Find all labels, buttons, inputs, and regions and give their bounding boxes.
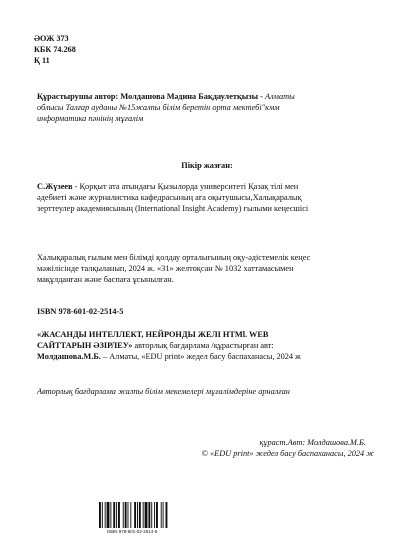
barcode-bar (130, 502, 131, 528)
book-type: авторлық бағдарлама /құрастырған авт: (132, 341, 274, 350)
barcode-bar (105, 502, 106, 528)
barcode-bar (151, 502, 152, 528)
barcode-bar (156, 502, 158, 528)
bibliographic-block (37, 329, 383, 362)
isbn-barcode (97, 502, 195, 536)
barcode-bar (163, 502, 164, 528)
barcode-bar (137, 502, 138, 528)
lbc-code: КБК 74.268 (34, 45, 76, 54)
barcode-bar (110, 502, 111, 528)
isbn: ISBN 978-601-02-2514-5 (37, 307, 124, 316)
reviewer-affiliation-start: - Қорқыт ата атындағы Қызылорда университеті Қазақ тілі мен (72, 182, 299, 191)
book-code: Қ 11 (34, 56, 50, 65)
barcode-caption: ISBN 978-601-02-2514-5 (107, 529, 158, 534)
approval-line3: мақұлданған және баспаға ұсынылған. (37, 275, 174, 284)
barcode-bar (166, 502, 168, 528)
barcode-bar (139, 502, 141, 528)
reviewer-name: С.Жүзеев (37, 182, 73, 191)
udc-code: ӘОЖ 373 (34, 34, 69, 43)
barcode-bar (143, 502, 144, 528)
audience-note: Авторлық бағдарлама жалпы білім мекемелері мұғалімдеріне арналған (37, 387, 290, 396)
book-publisher: – Алматы, «EDU print» жедел басу баспаханасы, 2024 ж (100, 352, 301, 361)
barcode-bar (145, 502, 148, 528)
book-title-line2: САЙТТАРЫН ӘЗІРЛЕУ» (37, 341, 133, 350)
compiler-description-line3: информатика пәнінің мұғалім (37, 114, 144, 123)
barcode-bar (148, 502, 150, 528)
barcode-bars (97, 502, 195, 528)
reviewer-affiliation-line3: зерттеулер академиясының (International Insight Academy) ғылыми кеңесшісі (37, 204, 309, 213)
reviewer-heading: Пікір жазған: (181, 161, 233, 170)
compiler-label: Құрастырушы автор: (37, 92, 119, 101)
barcode-bar (102, 502, 103, 528)
copyright-publisher: © «EDU print» жедел басу баспаханасы, 2024 ж (201, 449, 374, 458)
barcode-bar (113, 502, 115, 528)
barcode-bar (128, 502, 129, 528)
copyright-author: құраст.Авт: Молдашова.М.Б. (259, 438, 366, 447)
approval-block (37, 252, 383, 285)
book-title-line1: «ЖАСАНДЫ ИНТЕЛЛЕКТ, НЕЙРОНДЫ ЖЕЛІ HTMl. WEB (37, 330, 269, 339)
barcode-bar (154, 502, 155, 528)
barcode-bar (99, 502, 101, 528)
reviewer-block (37, 181, 383, 214)
compiler-description-line2: облысы Талғар ауданы №15жалпы білім беретін орта мектебі"кмм (37, 103, 280, 112)
approval-line1: Халықаралық ғылым мен білімді қолдау орталығының оқу-әдістемелік кеңес (37, 253, 311, 262)
book-author: Молдашова.М.Б. (37, 352, 101, 361)
barcode-bar (107, 502, 110, 528)
reviewer-affiliation-line2: әдебиеті және журналистика кафедрасының аға оқытушысы,Халықаралық (37, 193, 302, 202)
compiler-description-start: Алматы (264, 92, 295, 101)
barcode-bar (118, 502, 120, 528)
barcode-bar (116, 502, 117, 528)
approval-line2: мәжілісінде талқыланып, 2024 ж. «31» желтоқсан № 1032 хаттамасымен (37, 264, 294, 273)
barcode-bar (161, 502, 162, 528)
barcode-bar (125, 502, 127, 528)
compiler-block (37, 91, 383, 124)
barcode-bar (134, 502, 136, 528)
barcode-bar (123, 502, 124, 528)
compiler-name: Молдашова Мәдина Бақдаулетқызы - (120, 92, 263, 101)
